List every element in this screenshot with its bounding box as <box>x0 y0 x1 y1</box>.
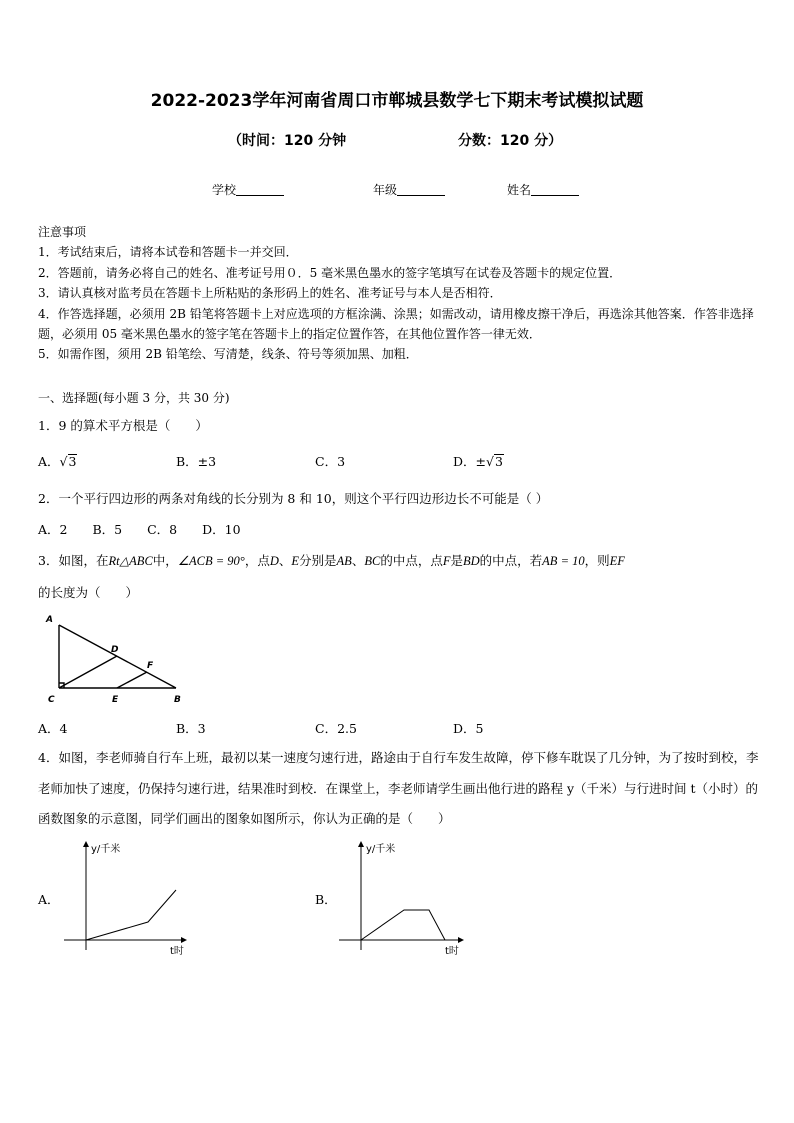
segment-ef <box>117 672 147 688</box>
grade-field[interactable] <box>373 181 445 198</box>
name-field[interactable] <box>507 181 579 198</box>
q4-option-b-label: B． <box>315 892 337 907</box>
q3-option-d: D．5 <box>453 721 484 736</box>
grade-blank[interactable] <box>397 183 445 196</box>
segment-cd <box>59 656 117 688</box>
note-item: 4．作答选择题，必须用 2B 铅笔将答题卡上对应选项的方框涂满、涂黑；如需改动，请用橡皮擦干净后，再选涂其他答案．作答非选择题，必须用 05 毫米黑色墨水的签字笔在答题卡上的指定位置作答，在其他位置作答一律无效． <box>38 306 754 342</box>
q1-option-a: A．√3 <box>38 454 77 469</box>
question-1-stem: 1．9 的算术平方根是（ ） <box>38 418 208 433</box>
note-item: 5．如需作图，须用 2B 铅笔绘、写清楚，线条、符号等须加黑、加粗． <box>38 347 418 362</box>
q3-option-c: C．2.5 <box>315 721 357 736</box>
q4-option-a-label: A． <box>38 892 60 907</box>
grade-label: 年级 <box>373 183 398 197</box>
graph-a <box>60 838 200 960</box>
page-title: 2022-2023学年河南省周口市郸城县数学七下期末考试模拟试题 <box>150 91 644 111</box>
triangle-figure <box>40 610 190 706</box>
x-axis-label: t时 <box>445 946 459 957</box>
q1-option-c: C．3 <box>315 454 346 469</box>
label-b: B <box>174 695 181 705</box>
name-blank[interactable] <box>531 183 579 196</box>
question-4-stem: 4．如图，李老师骑自行车上班，最初以某一速度匀速行进，路途由于自行车发生故障，停下修车耽误了几分钟，为了按时到校，李老师加快了速度，仍保持匀速行进，结果准时到校．在课堂上，李老师请学生画出他行进的路程 y（千米）与行进时间 t（小时）的函数图象的示意图，同学们画出的图象如图所示，你认为正确的是（ ） <box>38 750 759 826</box>
graph-a-line <box>86 890 176 940</box>
y-axis-label: y/千米 <box>91 844 121 855</box>
section-heading: 一、选择题(每小题 3 分，共 30 分) <box>38 391 230 405</box>
note-item: 3．请认真核对监考员在答题卡上所粘贴的条形码上的姓名、准考证号与本人是否相符． <box>38 286 502 301</box>
note-item: 2．答题前，请务必将自己的姓名、准考证号用０．5 毫米黑色墨水的签字笔填写在试卷及答题卡的规定位置． <box>38 265 622 280</box>
exam-score: 分数：120 分） <box>458 133 563 149</box>
question-3-line2: 的长度为（ ） <box>38 585 139 600</box>
label-e: E <box>112 695 119 705</box>
q3-option-a: A．4 <box>38 721 68 736</box>
q1-option-b: B．±3 <box>176 454 217 469</box>
q2-options: A．2 B．5 C．8 D．10 <box>38 522 241 537</box>
radicand: 3 <box>68 454 77 469</box>
x-axis-label: t时 <box>170 946 184 957</box>
label-a: A <box>46 615 53 625</box>
q3-option-b: B．3 <box>176 721 206 736</box>
school-label: 学校 <box>212 183 237 197</box>
notes-heading: 注意事项 <box>38 225 87 239</box>
name-label: 姓名 <box>507 183 532 197</box>
question-2-stem: 2．一个平行四边形的两条对角线的长分别为 8 和 10，则这个平行四边形边长不可能是（ ） <box>38 491 549 506</box>
q1-option-d: D．±√3 <box>453 454 503 469</box>
radicand: 3 <box>494 454 503 469</box>
y-axis-label: y/千米 <box>366 844 396 855</box>
graph-b-line <box>361 910 445 940</box>
question-3-stem: 3．如图，在Rt△ABC中，∠ACB = 90°，点D、E分别是AB、BC的中点，点F是BD的中点，若AB = 10，则EF <box>38 553 625 568</box>
label-d: D <box>111 645 119 655</box>
notes-block <box>38 222 763 365</box>
label-f: F <box>147 661 154 671</box>
exam-time: （时间：120 分钟 <box>228 133 347 149</box>
note-item: 1．考试结束后，请将本试卷和答题卡一并交回． <box>38 245 298 260</box>
label-c: C <box>48 695 55 705</box>
school-field[interactable] <box>212 181 284 198</box>
school-blank[interactable] <box>236 183 284 196</box>
graph-b <box>335 838 475 960</box>
